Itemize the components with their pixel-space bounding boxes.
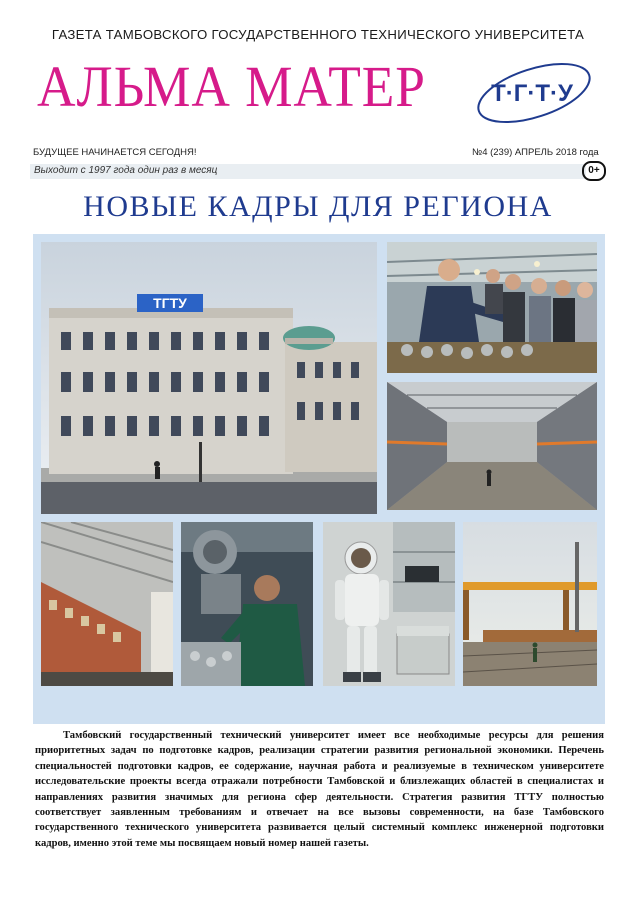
newspaper-masthead: АЛЬМА МАТЕР <box>37 54 426 119</box>
photo-university-building <box>41 242 377 514</box>
tgtu-logo <box>462 58 602 128</box>
photo-students-lab <box>387 242 597 373</box>
age-rating-badge: 0+ <box>582 161 606 181</box>
photo-factory-hall <box>387 382 597 510</box>
photo-spacesuit-exhibit <box>323 522 455 686</box>
photo-railcar-depot <box>41 522 173 686</box>
frequency-text: Выходит с 1997 года один раз в месяц <box>34 165 218 176</box>
frequency-bar <box>30 164 586 179</box>
photo-machinist <box>181 522 313 686</box>
issue-headline: НОВЫЕ КАДРЫ ДЛЯ РЕГИОНА <box>83 190 553 223</box>
photo-collage <box>33 234 605 724</box>
newspaper-overline: ГАЗЕТА ТАМБОВСКОГО ГОСУДАРСТВЕННОГО ТЕХНИЧЕСКОГО УНИВЕРСИТЕТА <box>51 27 585 42</box>
logo-text: Т·Г·Т·У <box>491 80 573 107</box>
issue-info: №4 (239) АПРЕЛЬ 2018 года <box>472 147 599 158</box>
building-sign: ТГТУ <box>153 295 187 311</box>
photo-crane-yard <box>463 522 597 686</box>
lead-paragraph: Тамбовский государственный технический университет имеет все необходимые ресурсы для решения приоритетных задач по подготовке кадров, реализации стратегии развития региональной экономики. Перечень специальностей подготовки кадров, ее содержание, научная работа и реализуемые в техническом университете исследовательские проекты всегда отражали потребности Тамбовской и близлежащих областей в специалистах и направлениях развития значимых для региона сфер деятельности. Стратегия развития ТГТУ полностью соответствует заявленным требованиям и отвечает на все вызовы современности, на базе Тамбовского государственного технического университета развивается целый системный комплекс инженерной подготовки кадров, именно этой теме мы посвящаем новый номер нашей газеты. <box>35 730 604 849</box>
slogan: БУДУЩЕЕ НАЧИНАЕТСЯ СЕГОДНЯ! <box>33 147 197 158</box>
